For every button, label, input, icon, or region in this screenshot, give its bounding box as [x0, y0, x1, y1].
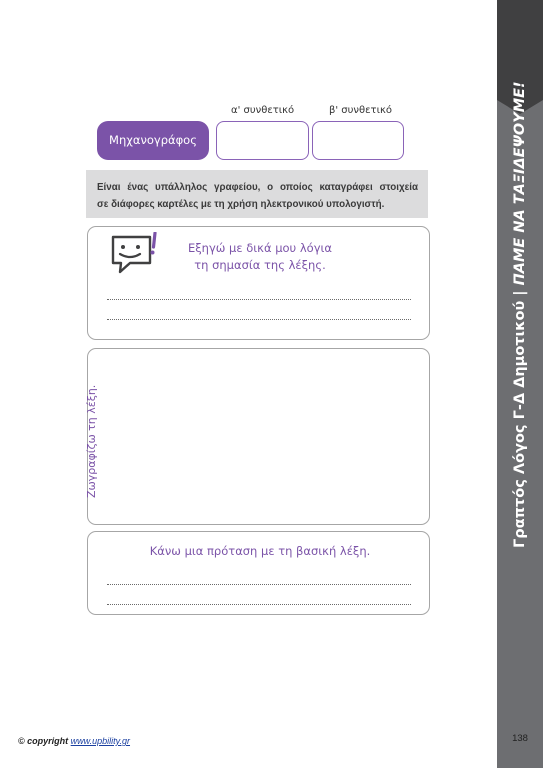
- target-word: Μηχανογράφος: [97, 121, 209, 160]
- copyright-label: © copyright: [18, 736, 69, 746]
- copyright-link[interactable]: www.upbility.gr: [70, 736, 131, 746]
- sentence-write-line[interactable]: [107, 604, 411, 605]
- side-band-title-emphasis: ΠΑΜΕ ΝΑ ΤΑΞΙΔΕΨΟΥΜΕ!: [512, 81, 528, 286]
- first-component-box[interactable]: [216, 121, 309, 160]
- drawing-panel[interactable]: [87, 348, 430, 525]
- explain-title-line-2: τη σημασία της λέξης.: [194, 258, 326, 272]
- explain-write-line[interactable]: [107, 299, 411, 300]
- second-component-box[interactable]: [312, 121, 404, 160]
- side-band-title: [505, 81, 535, 548]
- definition-line-1: Είναι ένας υπάλληλος γραφείου, ο οποίος καταγράφει στοιχεία: [97, 182, 418, 193]
- definition-line-2: σε διάφορες καρτέλες με τη χρήση ηλεκτρονικού υπολογιστή.: [97, 199, 385, 210]
- second-component-label: β' συνθετικό: [329, 105, 392, 116]
- first-component-label: α' συνθετικό: [231, 105, 295, 116]
- explain-write-line[interactable]: [107, 319, 411, 320]
- sentence-write-line[interactable]: [107, 584, 411, 585]
- copyright-notice: [18, 736, 130, 746]
- speech-bubble-smiley-icon: [110, 232, 160, 274]
- explain-title-line-1: Εξηγώ με δικά μου λόγια: [188, 241, 332, 255]
- definition-box: [86, 170, 428, 218]
- sentence-title: Κάνω μια πρόταση με τη βασική λέξη.: [149, 544, 371, 558]
- drawing-label: Ζωγραφίζω τη λέξη.: [85, 384, 98, 498]
- side-band-title-main: Γραπτός Λόγος Γ-Δ Δημοτικού |: [512, 285, 528, 548]
- page-number: 138: [512, 733, 528, 744]
- explain-title: [170, 240, 350, 274]
